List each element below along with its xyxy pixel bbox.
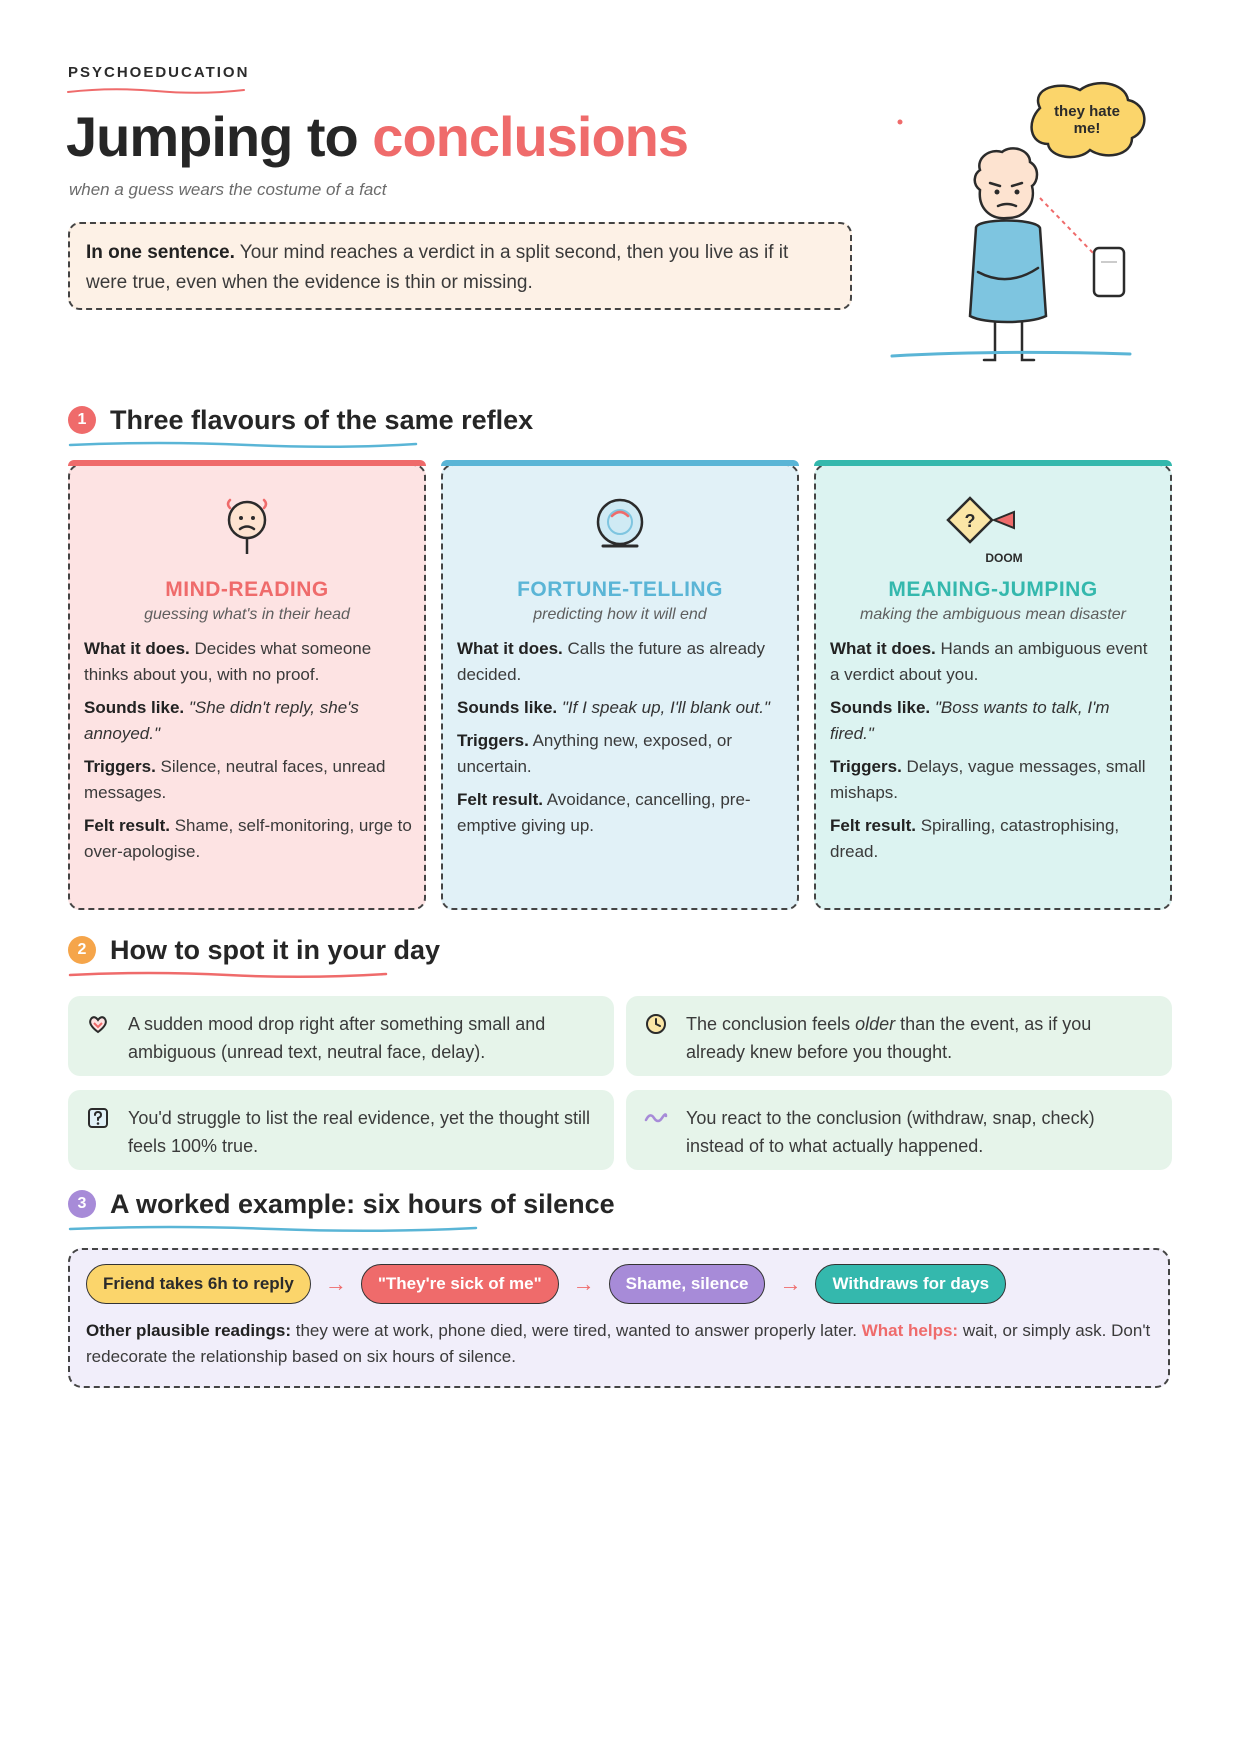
chain-arrow-icon: → <box>324 1271 347 1296</box>
card-accent-bar <box>814 460 1172 466</box>
worried-person-icon <box>880 78 1180 368</box>
chain-arrow-icon: → <box>779 1271 802 1296</box>
helps-label: What helps: <box>861 1321 959 1340</box>
summary-text: Your mind reaches a verdict in a split second, then you live as if it were true, even when the evidence is thin or missing. <box>86 242 789 293</box>
title-main: Jumping to <box>66 105 373 168</box>
spot-text-em: older <box>855 1014 896 1034</box>
section-title: A worked example: six hours of silence <box>110 1188 615 1219</box>
does-text: Calls the future as already decided. <box>457 639 765 684</box>
felt-text: Avoidance, cancelling, pre-emptive giving up. <box>457 790 751 835</box>
example-chain <box>86 1264 1006 1304</box>
card-subtitle: making the ambiguous mean disaster <box>860 606 1126 623</box>
sounds-label: Sounds like. <box>84 698 185 717</box>
does-text: Decides what someone thinks about you, with no proof. <box>84 639 372 684</box>
card-title: FORTUNE-TELLING <box>517 578 723 601</box>
does-text: Hands an ambiguous event a verdict about you. <box>830 639 1148 684</box>
card-accent-bar <box>441 460 799 466</box>
heart-drop-icon <box>86 1012 110 1036</box>
helps-text: wait, or simply ask. Don't redecorate the relationship based on six hours of silence. <box>86 1321 1151 1366</box>
doom-sign-icon <box>938 490 1048 570</box>
readings-label: Other plausible readings: <box>86 1321 291 1340</box>
spot-text-after: than the event, as if you already knew before you thought. <box>686 1014 1092 1062</box>
card-accent-bar <box>68 460 426 466</box>
spot-tile <box>68 1090 614 1170</box>
section-underline <box>68 440 418 450</box>
felt-text: Shame, self-monitoring, urge to over-apologise. <box>84 816 412 861</box>
sounds-text: "Boss wants to talk, I'm fired." <box>830 698 1110 743</box>
section-underline <box>68 1224 478 1234</box>
summary-box <box>68 222 852 310</box>
section-underline <box>68 970 388 980</box>
card-mind-reading <box>68 464 426 910</box>
chain-pill: Shame, silence <box>609 1264 766 1304</box>
page-subtitle: when a guess wears the costume of a fact <box>69 180 387 199</box>
felt-label: Felt result. <box>84 816 170 835</box>
card-body <box>830 636 1158 872</box>
section-number: 3 <box>68 1190 96 1218</box>
card-body <box>457 636 785 846</box>
readings-text: they were at work, phone died, were tired, wanted to answer properly later. <box>291 1321 862 1340</box>
felt-label: Felt result. <box>830 816 916 835</box>
section-title: How to spot it in your day <box>110 934 440 965</box>
spot-text: You react to the conclusion (withdraw, snap, check) instead of to what actually happened. <box>686 1108 1095 1156</box>
card-title: MIND-READING <box>165 578 329 601</box>
worried-person-illustration <box>880 78 1180 368</box>
thought-line-2: me! <box>1073 120 1101 137</box>
doom-label: DOOM <box>985 551 1023 565</box>
spot-text-before: The conclusion feels <box>686 1014 856 1034</box>
chain-pill: "They're sick of me" <box>361 1264 559 1304</box>
card-body <box>84 636 412 872</box>
sounds-text: "If I speak up, I'll blank out." <box>561 698 770 717</box>
card-meaning-jumping <box>814 464 1172 910</box>
crystal-ball-icon <box>585 490 655 560</box>
chain-pill: Withdraws for days <box>815 1264 1006 1304</box>
spot-tile <box>626 1090 1172 1170</box>
spot-text: A sudden mood drop right after something small and ambiguous (unread text, neutral face, delay). <box>128 1014 546 1062</box>
triggers-label: Triggers. <box>830 757 902 776</box>
section-title: Three flavours of the same reflex <box>110 404 534 435</box>
triggers-label: Triggers. <box>84 757 156 776</box>
card-subtitle: guessing what's in their head <box>144 606 350 623</box>
squiggle-icon <box>644 1106 668 1130</box>
section-number: 1 <box>68 406 96 434</box>
sounds-label: Sounds like. <box>830 698 931 717</box>
worried-face-icon <box>212 490 282 560</box>
example-explanation <box>86 1318 1152 1370</box>
spot-text: You'd struggle to list the real evidence, yet the thought still feels 100% true. <box>128 1108 591 1156</box>
chain-arrow-icon: → <box>572 1271 595 1296</box>
sounds-label: Sounds like. <box>457 698 558 717</box>
card-title: MEANING-JUMPING <box>888 578 1098 601</box>
spot-tile <box>68 996 614 1076</box>
does-label: What it does. <box>457 639 563 658</box>
card-subtitle: predicting how it will end <box>533 606 707 623</box>
doom-question-mark: ? <box>964 511 976 531</box>
sounds-text: "She didn't reply, she's annoyed." <box>84 698 359 743</box>
title-accent: conclusions <box>372 105 689 168</box>
does-label: What it does. <box>830 639 936 658</box>
does-label: What it does. <box>84 639 190 658</box>
triggers-text: Anything new, exposed, or uncertain. <box>457 731 733 776</box>
page-title <box>66 104 688 169</box>
felt-text: Spiralling, catastrophising, dread. <box>830 816 1120 861</box>
triggers-label: Triggers. <box>457 731 529 750</box>
spot-tile <box>626 996 1172 1076</box>
triggers-text: Delays, vague messages, small mishaps. <box>830 757 1146 802</box>
section-number: 2 <box>68 936 96 964</box>
triggers-text: Silence, neutral faces, unread messages. <box>84 757 386 802</box>
section-heading-1 <box>68 402 533 438</box>
worked-example-box <box>68 1248 1170 1388</box>
section-heading-2 <box>68 932 440 968</box>
thought-line-1: they hate <box>1054 103 1120 120</box>
summary-lead: In one sentence. <box>86 242 235 263</box>
section-heading-3 <box>68 1186 615 1222</box>
eyebrow: PSYCHOEDUCATION <box>68 64 250 81</box>
clock-icon <box>644 1012 668 1036</box>
card-fortune-telling <box>441 464 799 910</box>
question-box-icon <box>86 1106 110 1130</box>
chain-pill: Friend takes 6h to reply <box>86 1264 311 1304</box>
eyebrow-underline <box>66 86 246 96</box>
felt-label: Felt result. <box>457 790 543 809</box>
